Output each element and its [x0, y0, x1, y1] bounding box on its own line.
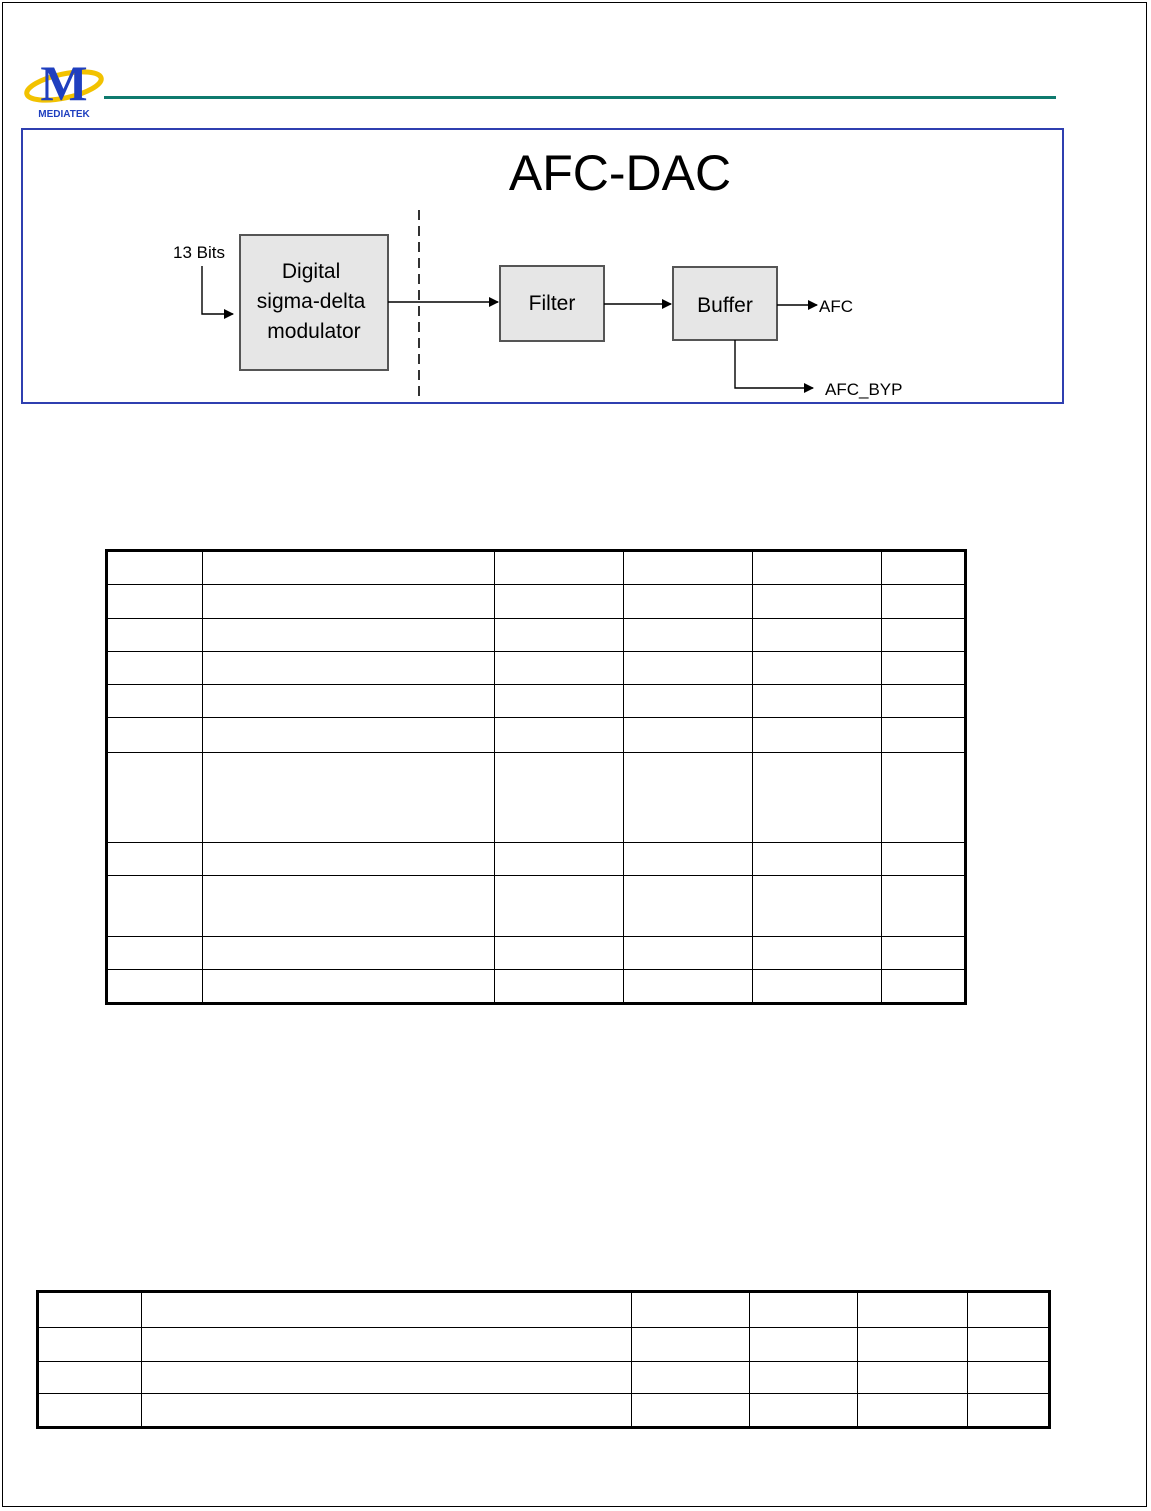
- table-row: [107, 753, 966, 843]
- table-row: [38, 1292, 1050, 1328]
- table-row: [38, 1394, 1050, 1428]
- table-row: [107, 551, 966, 585]
- logo-letter: M: [40, 56, 88, 111]
- table-row: [107, 652, 966, 685]
- afc-dac-block-diagram: [23, 130, 1062, 402]
- table-row: [38, 1328, 1050, 1362]
- spec-table-1: [105, 549, 967, 1005]
- afc-dac-figure: [21, 128, 1064, 404]
- mediatek-logo: [24, 56, 104, 120]
- table-row: [107, 585, 966, 619]
- filter-label: Filter: [528, 292, 576, 315]
- afc-output-label: AFC: [819, 297, 853, 316]
- modulator-label: Digital sigma-delta modulator: [256, 260, 366, 343]
- table-row: [38, 1362, 1050, 1394]
- table-row: [107, 843, 966, 876]
- afc-byp-output-arrow: [735, 340, 813, 388]
- table-row: [107, 685, 966, 718]
- table-row: [107, 718, 966, 753]
- buffer-label: Buffer: [697, 294, 753, 317]
- logo-wordmark: MEDIATEK: [38, 109, 90, 120]
- figure-title: AFC-DAC: [508, 145, 732, 201]
- input-label: 13 Bits: [173, 243, 225, 262]
- table-row: [107, 970, 966, 1004]
- table-row: [107, 619, 966, 652]
- table-row: [107, 876, 966, 937]
- spec-table-2: [36, 1290, 1051, 1429]
- table-row: [107, 937, 966, 970]
- afc-byp-output-label: AFC_BYP: [825, 380, 903, 399]
- header-rule: [104, 96, 1056, 99]
- input-arrow: [202, 266, 233, 314]
